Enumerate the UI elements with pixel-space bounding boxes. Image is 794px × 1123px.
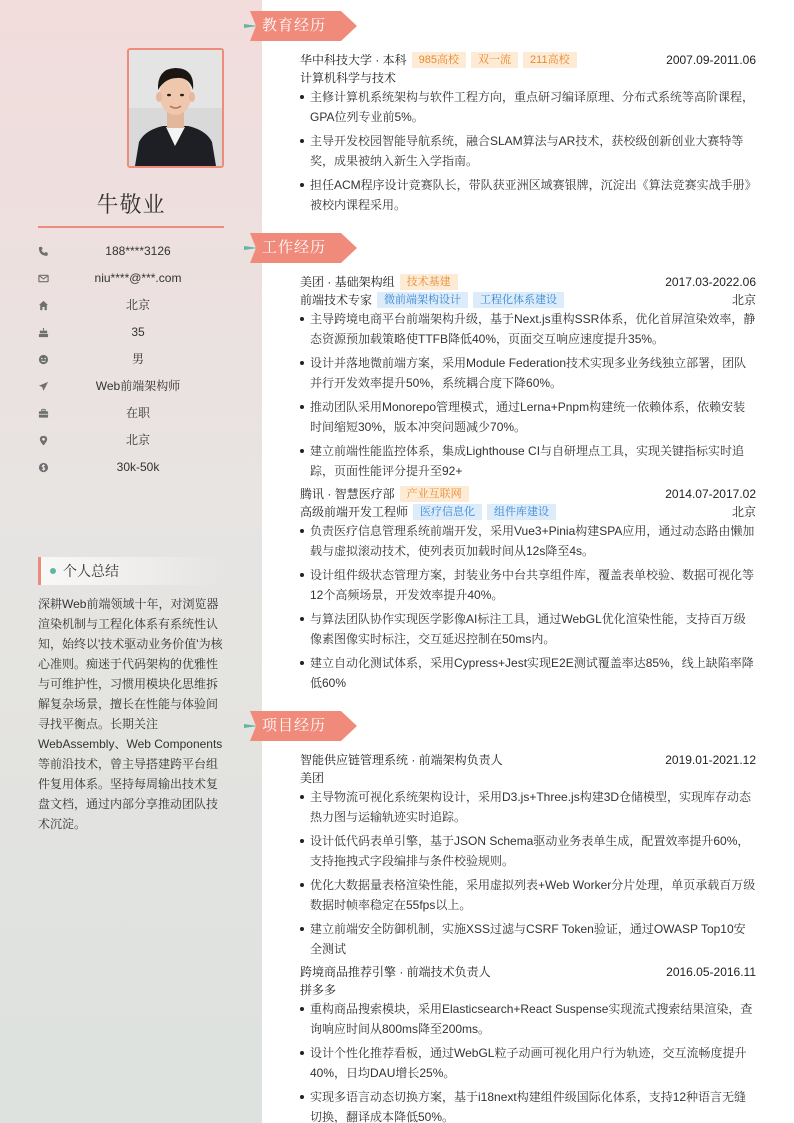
list-item: 设计并落地微前端方案，采用Module Federation技术实现多业务线独立部署，团队并行开发效率提升50%，系统耦合度下降60%。 [300, 353, 756, 393]
project-org: 美团 [300, 771, 325, 785]
work-role-line [300, 502, 756, 522]
avatar [127, 48, 224, 168]
list-item: 设计组件级状态管理方案，封装业务中台共享组件库，覆盖表单校验、数据可视化等12个高频场景，开发效率提升40%。 [300, 565, 756, 605]
company-name: 腾讯 · 智慧医疗部 [300, 487, 395, 501]
work-city: 北京 [731, 293, 756, 307]
list-item: 主导物流可视化系统架构设计，采用D3.js+Three.js构建3D仓储模型，实现库存动态热力图与运输轨迹实时追踪。 [300, 787, 756, 827]
phone-icon [38, 246, 49, 257]
info-job-target [38, 373, 224, 400]
job-role: 高级前端开发工程师 [300, 505, 409, 519]
face-icon [38, 354, 49, 365]
list-item: 设计低代码表单引擎，基于JSON Schema驱动业务表单生成，配置效率提升60%，支持拖拽式字段编排与条件校验规则。 [300, 831, 756, 871]
personal-info-list [38, 238, 224, 481]
info-value: 男 [131, 352, 144, 366]
info-value: 在职 [125, 406, 150, 420]
summary-title: 个人总结 [63, 563, 119, 579]
school-name: 华中科技大学 · 本科 [300, 53, 407, 67]
list-item: 设计个性化推荐看板，通过WebGL粒子动画可视化用户行为轨迹，交互流畅度提升40%，日均DAU增长25%。 [300, 1043, 756, 1083]
list-item: 优化大数据量表格渲染性能，采用虚拟列表+Web Worker分片处理，单页承载百万级数据时帧率稳定在55fps以上。 [300, 875, 756, 915]
info-value: 35 [131, 325, 145, 339]
section-title: 工作经历 [262, 239, 327, 256]
name-divider [38, 226, 224, 228]
role-tag: 工程化体系建设 [473, 292, 564, 308]
education-bullet-list [300, 87, 756, 219]
summary-text: 深耕Web前端领域十年，对浏览器渲染机制与工程化体系有系统性认知，始终以'技术驱动业务价值'为核心准则。痴迷于代码架构的优雅性与可维护性，习惯用模块化思维拆解复杂场景，擅长在性能与体验间寻找平衡点。长期关注WebAssembly、Web Components等前沿技术，曾主导搭建跨平台组件复用体系。坚持每周输出技术复盘文档，通过内部分享推动团队技术沉淀。 [38, 597, 223, 831]
info-value: 30k-50k [116, 460, 160, 474]
section-header-work [244, 233, 358, 263]
section-title: 项目经历 [262, 717, 327, 734]
list-item: 主导开发校园智能导航系统，融合SLAM算法与AR技术，获校级创新创业大赛特等奖，成果被纳入新生入学指南。 [300, 131, 756, 171]
summary-dot-icon [50, 568, 56, 574]
work-bullet-list [300, 521, 756, 697]
education-major: 计算机科学与技术 [300, 71, 397, 85]
send-icon [38, 381, 49, 392]
work-city: 北京 [731, 505, 756, 519]
company-tag: 技术基建 [400, 274, 458, 290]
money-icon [38, 462, 49, 473]
work-role-line [300, 290, 756, 310]
summary-heading [38, 557, 224, 585]
list-item: 建立自动化测试体系，采用Cypress+Jest实现E2E测试覆盖率达85%，线上缺陷率降低60% [300, 653, 756, 693]
work-entry-header [300, 272, 756, 292]
work-entry-header [300, 484, 756, 504]
list-item: 担任ACM程序设计竞赛队长，带队获亚洲区域赛银牌，沉淀出《算法竞赛实战手册》被校内课程采用。 [300, 175, 756, 215]
project-entry-header [300, 962, 756, 982]
info-target-city [38, 427, 224, 454]
role-tag: 医疗信息化 [413, 504, 482, 520]
project-name: 智能供应链管理系统 · 前端架构负责人 [300, 753, 503, 767]
project-bullet-list [300, 787, 756, 963]
home-icon [38, 300, 49, 311]
info-age [38, 319, 224, 346]
project-name: 跨境商品推荐引擎 · 前端技术负责人 [300, 965, 491, 979]
list-item: 推动团队采用Monorepo管理模式，通过Lerna+Pnpm构建统一依赖体系，依赖安装时间缩短30%，版本冲突问题减少70%。 [300, 397, 756, 437]
education-major-line [300, 68, 756, 88]
company-tag: 产业互联网 [400, 486, 469, 502]
list-item: 主导跨境电商平台前端架构升级，基于Next.js重构SSR体系，优化首屏渲染效率，静态资源预加载策略使TTFB降低40%，页面交互响应速度提升35%。 [300, 309, 756, 349]
section-header-projects [244, 711, 358, 741]
education-period: 2007.09-2011.06 [666, 53, 756, 67]
info-value: 188****3126 [105, 244, 171, 258]
list-item: 负责医疗信息管理系统前端开发，采用Vue3+Pinia构建SPA应用，通过动态路由懒加载与虚拟滚动技术，使列表页加载时间从12s降至4s。 [300, 521, 756, 561]
list-item: 重构商品搜索模块，采用Elasticsearch+React Suspense实现流式搜索结果渲染，查询响应时间从800ms降至200ms。 [300, 999, 756, 1039]
sidebar [0, 0, 262, 1123]
school-tag: 985高校 [412, 52, 466, 68]
info-email [38, 265, 224, 292]
info-value: Web前端架构师 [95, 379, 181, 393]
project-entry-header [300, 750, 756, 770]
project-org-line [300, 768, 756, 788]
project-org-line [300, 980, 756, 1000]
project-bullet-list [300, 999, 756, 1123]
location-pin-icon [38, 435, 49, 446]
work-period: 2017.03-2022.06 [665, 275, 756, 289]
info-gender [38, 346, 224, 373]
list-item: 主修计算机系统架构与软件工程方向，重点研习编译原理、分布式系统等高阶课程，GPA位列专业前5%。 [300, 87, 756, 127]
info-value: niu****@***.com [94, 271, 182, 285]
school-tag: 双一流 [471, 52, 518, 68]
work-period: 2014.07-2017.02 [665, 487, 756, 501]
mail-icon [38, 273, 49, 284]
list-item: 建立前端安全防御机制，实施XSS过滤与CSRF Token验证，通过OWASP Top10安全测试 [300, 919, 756, 959]
list-item: 建立前端性能监控体系，集成Lighthouse CI与自研埋点工具，实现关键指标实时追踪，页面性能评分提升至92+ [300, 441, 756, 481]
section-title: 教育经历 [262, 17, 327, 34]
work-bullet-list [300, 309, 756, 485]
info-value: 北京 [125, 298, 150, 312]
role-tag: 组件库建设 [487, 504, 556, 520]
cake-icon [38, 327, 49, 338]
briefcase-icon [38, 408, 49, 419]
candidate-name: 牛敬业 [96, 193, 166, 218]
list-item: 与算法团队协作实现医学影像AI标注工具，通过WebGL优化渲染性能，支持百万级像素图像实时标注，交互延迟控制在50ms内。 [300, 609, 756, 649]
info-value: 北京 [125, 433, 150, 447]
info-phone [38, 238, 224, 265]
info-status [38, 400, 224, 427]
role-tag: 微前端架构设计 [377, 292, 468, 308]
info-salary [38, 454, 224, 481]
section-header-education [244, 11, 358, 41]
education-entry-header [300, 50, 756, 70]
info-residence [38, 292, 224, 319]
project-period: 2016.05-2016.11 [666, 965, 756, 979]
company-name: 美团 · 基础架构组 [300, 275, 395, 289]
job-role: 前端技术专家 [300, 293, 373, 307]
avatar-portrait-icon [129, 50, 222, 166]
school-tag: 211高校 [523, 52, 577, 68]
project-period: 2019.01-2021.12 [665, 753, 756, 767]
project-org: 拼多多 [300, 983, 337, 997]
list-item: 实现多语言动态切换方案，基于i18next构建组件级国际化体系，支持12种语言无缝切换，翻译成本降低50%。 [300, 1087, 756, 1123]
